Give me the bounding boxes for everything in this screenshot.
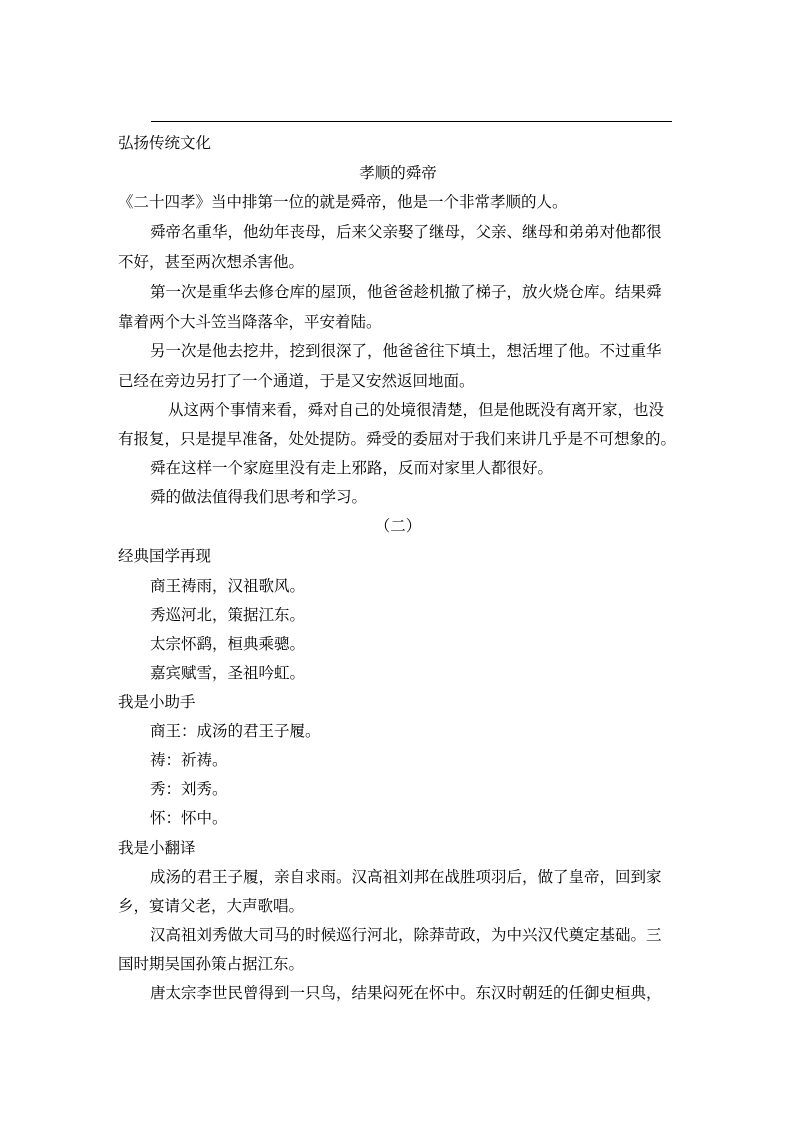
classic-line-4: 嘉宾赋雪，圣祖吟虹。: [150, 664, 306, 682]
classic-line-3: 太宗怀鹞，桓典乘骢。: [150, 635, 306, 653]
helper-heading: 我是小助手: [118, 693, 196, 711]
story-line-1: 《二十四孝》当中排第一位的就是舜帝，他是一个非常孝顺的人。: [118, 193, 568, 211]
translate-line-5: 唐太宗李世民曾得到一只鸟，结果闷死在怀中。东汉时朝廷的任御史桓典，: [150, 984, 662, 1002]
classic-line-2: 秀巡河北，策据江东。: [150, 606, 306, 624]
helper-line-1: 商王：成汤的君王子履。: [150, 722, 321, 740]
story-line-7: 已经在旁边另打了一个通道，于是又安然返回地面。: [118, 372, 475, 390]
header-rule: [151, 121, 672, 122]
story-line-8: 从这两个事情来看，舜对自己的处境很清楚，但是他既没有离开家，也没: [168, 401, 665, 419]
classic-line-1: 商王祷雨，汉祖歌风。: [150, 577, 306, 595]
story-line-4: 第一次是重华去修仓库的屋顶，他爸爸趁机撤了梯子，放火烧仓库。结果舜: [150, 283, 662, 301]
translate-line-4: 国时期吴国孙策占据江东。: [118, 955, 305, 973]
story-line-2: 舜帝名重华，他幼年丧母，后来父亲娶了继母，父亲、继母和弟弟对他都很: [150, 223, 662, 241]
helper-line-3: 秀：刘秀。: [150, 780, 228, 798]
section-number: （二）: [374, 517, 422, 535]
story-line-6: 另一次是他去挖井，挖到很深了，他爸爸往下填土，想活埋了他。不过重华: [150, 342, 662, 360]
translate-line-2: 乡，宴请父老，大声歌唱。: [118, 897, 305, 915]
translate-line-3: 汉高祖刘秀做大司马的时候巡行河北，除莽苛政，为中兴汉代奠定基础。三: [150, 926, 662, 944]
classic-heading: 经典国学再现: [118, 547, 212, 565]
story-line-10: 舜在这样一个家庭里没有走上邪路，反而对家里人都很好。: [150, 459, 554, 477]
helper-line-4: 怀：怀中。: [150, 809, 228, 827]
translate-heading: 我是小翻译: [118, 839, 196, 857]
story-line-11: 舜的做法值得我们思考和学习。: [150, 488, 368, 506]
story-line-9: 有报复，只是提早准备，处处提防。舜受的委屈对于我们来讲几乎是不可想象的。: [118, 430, 677, 448]
section-heading-culture: 弘扬传统文化: [118, 134, 212, 152]
helper-line-2: 祷：祈祷。: [150, 751, 228, 769]
story-title: 孝顺的舜帝: [359, 164, 437, 182]
story-line-5: 靠着两个大斗笠当降落伞，平安着陆。: [118, 313, 382, 331]
translate-line-1: 成汤的君王子履，亲自求雨。汉高祖刘邦在战胜项羽后，做了皇帝，回到家: [150, 868, 662, 886]
story-line-3: 不好，甚至两次想杀害他。: [118, 253, 305, 271]
